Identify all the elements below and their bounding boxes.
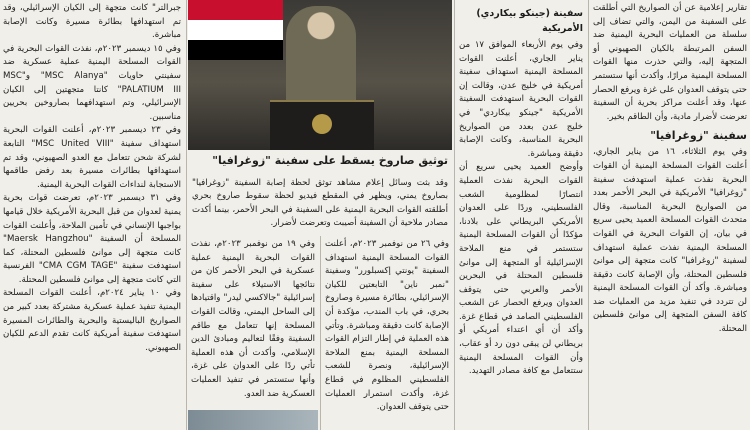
article-body-genco-2: وأوضح العميد يحيى سريع أن القوات البحرية نفذت العملية انتصارًا لمظلومية الشعب الفلسطيني، وردًا على العدوان الأمريكي البريطاني على بلادنا، مؤكدًا أن القوات المسلحة اليمنية ستستمر في منع الملاحة الإسرائيلية أو المتجهة إلى موانئ فلسطين المحتلة في البحرين الأحمر والعربي حتى يتوقف العدوان ويرفع الحصار عن الشعب الفلسطيني الصامد في قطاع غزة. وأكد أن أي اعتداء أمريكي أو بريطاني لن يبقى دون رد أو عقاب، وأن القوات المسلحة اليمنية ستتعامل مع كافة مصادر التهديد. bbox=[459, 162, 583, 377]
article-column-1 bbox=[590, 0, 750, 430]
article-body-zografia: وفي يوم الثلاثاء، ١٦ من يناير الجاري، أعلنت القوات المسلحة اليمنية أن القوات البحرية نفذت عملية استهدفت سفينة "زوغرافيا" الأمريكية في البحر الأحمر بعدد من الصواريخ البحرية المناسبة، وقال متحدث القوات المسلحة العميد يحيى سريع في بيان، إن القوات البحرية في القوات المسلحة اليمنية نفذت عملية استهداف لسفينة "زوغرافيا" كانت متجهة إلى موانئ فلسطين المحتلة، وأن الإصابة كانت دقيقة ومباشرة. وأكد أن القوات المسلحة اليمنية لن تتردد في تنفيذ مزيد من العمليات ضد كافة السفن المتجهة إلى موانئ فلسطين المحتلة. bbox=[593, 147, 747, 335]
emblem-icon bbox=[312, 114, 332, 134]
article-body-col5-4: وفي ٣١ ديسمبر ٢٠٢٣م، تعرضت قوات بحرية يمنية لعدوان من قبل البحرية الأمريكية خلال قيامها بواجبها الإنساني في تأمين الملاحة، وأعلنت القوات المسلحة أن السفينة "Maersk Hangzhou" كانت متجهة إلى موانئ فلسطين المحتلة، كما استهدفت سفينة "CMA CGM TAGE" الفرنسية التي كانت متجهة إلى موانئ فلسطين المحتلة. bbox=[3, 193, 181, 285]
column-divider bbox=[186, 0, 187, 430]
article-intro: تقارير إعلامية عن أن الصواريخ التي أطلقت على السفينة من اليمن، والتي تضاف إلى سلسلة من العمليات البحرية اليمنية ضد السفن المرتبطة بالكيان الصهيوني أو المتجهة إليه، والتي حذرت منها القوات المسلحة اليمنية مرارًا، وأكدت أنها ستستمر حتى يتوقف العدوان على غزة ويرفع الحصار عنها، وقد أعلنت مراكز بحرية أن السفينة تعرضت لأضرار مادية، وأن الطاقم بخير. bbox=[592, 3, 747, 122]
heading-genco-picardy: سفينة (جينكو بيكاردي) الأمريكية bbox=[476, 8, 583, 34]
article-body-col5-2: وفي ١٥ ديسمبر ٢٠٢٣م، نفذت القوات البحرية في القوات المسلحة اليمنية عملية عسكرية ضد سفينتي حاويات "MSC Alanya" و"MSC PALATIUM III" كانتا متجهتين إلى الكيان الإسرائيلي، وتم استهدافهما بصاروخين بحريين مناسبين. bbox=[3, 43, 182, 122]
column-divider bbox=[588, 0, 589, 430]
article-body-col5-1: جبرالتر" كانت متجهة إلى الكيان الإسرائيلي، وقد تم استهدافها بطائرة مسيرة وكانت الإصابة مباشرة. bbox=[3, 3, 181, 41]
article-column-2 bbox=[456, 0, 586, 430]
article-body-col4: وفي ١٩ من نوفمبر ٢٠٢٣م، نفذت القوات البحرية اليمنية عملية عسكرية في البحر الأحمر كان من نتائجها الاستيلاء على سفينة إسرائيلية "جالاكسي ليدر" واقتيادها إلى الساحل اليمني، وقالت القوات المسلحة إنها تتعامل مع طاقم السفينة وفقًا لتعاليم ومبادئ الدين الإسلامي، وأكدت أن هذه العملية تأتي ردًا على العدوان على غزة، وأنها ستستمر في تنفيذ العمليات العسكرية ضد العدو. bbox=[191, 239, 315, 399]
article-column-5 bbox=[0, 0, 184, 430]
column-divider bbox=[320, 236, 321, 430]
column-divider bbox=[454, 0, 455, 430]
spokesman-photo bbox=[188, 0, 452, 150]
photo-article bbox=[188, 150, 452, 236]
article-body-genco-1: وفي يوم الأربعاء الموافق ١٧ من يناير الجاري، أعلنت القوات المسلحة اليمنية استهداف سفينة أمريكية في خليج عدن، وقالت إن القوات البحرية استهدفت السفينة الأمريكية "جينكو بيكاردي" في خليج عدن بعدد من الصواريخ البحرية المناسبة، وكانت الإصابة دقيقة ومباشرة. bbox=[459, 40, 583, 159]
article-column-4 bbox=[188, 236, 318, 430]
article-body-col5-5: وفي ١٠ يناير ٢٠٢٤م، أعلنت القوات المسلحة اليمنية تنفيذ عملية عسكرية مشتركة بعدد كبير من الصواريخ الباليستية والبحرية والطائرات المسيرة استهدفت سفينة أمريكية كانت تقدم الدعم للكيان الصهيوني. bbox=[3, 288, 182, 353]
article-column-3 bbox=[322, 236, 452, 430]
heading-zografia-ship: سفينة "زوغرافيا" bbox=[650, 129, 747, 143]
article-body-missile-video: وقد بثت وسائل إعلام مشاهد توثق لحظة إصابة السفينة "زوغرافيا" بصاروخ يمني، ويظهر في المقطع فيديو لحظة سقوط صاروخ بحري أطلقته القوات البحرية اليمنية على السفينة في البحر الأحمر، بينما أكدت مصادر ملاحية أن السفينة أصيبت وتعرضت لأضرار. bbox=[192, 177, 448, 229]
ship-photo bbox=[188, 410, 318, 430]
heading-missile-video: توثيق صاروخ يسقط على سفينة "زوغرافيا" bbox=[212, 154, 448, 167]
yemen-flag bbox=[188, 0, 283, 60]
article-body-col5-3: وفي ٢٣ ديسمبر ٢٠٢٣م، أعلنت القوات البحرية استهداف سفينة "MSC United VIII" التابعة لشركة شحن تتعامل مع العدو الصهيوني، وقد تم استهدافها بطائرات مسيرة بعد رفض طاقمها الاستجابة لنداءات القوات البحرية اليمنية. bbox=[3, 125, 182, 190]
article-body-col3: وفي ٢٦ من نوفمبر ٢٠٢٣م، أعلنت القوات المسلحة اليمنية استهداف السفينة "يونتي إكسبلورر" وسفينة "نمبر ناين" التابعتين للكيان الإسرائيلي، بطائرة مسيرة وصاروخ بحري، في باب المندب، مؤكدة أن الإصابة كانت دقيقة ومباشرة. وتأتي هذه العملية في إطار التزام القوات المسلحة اليمنية بمنع الملاحة الإسرائيلية، ونصرة للشعب الفلسطيني المظلوم في قطاع غزة، وأكدت استمرار العمليات حتى يتوقف العدوان. bbox=[324, 239, 450, 413]
